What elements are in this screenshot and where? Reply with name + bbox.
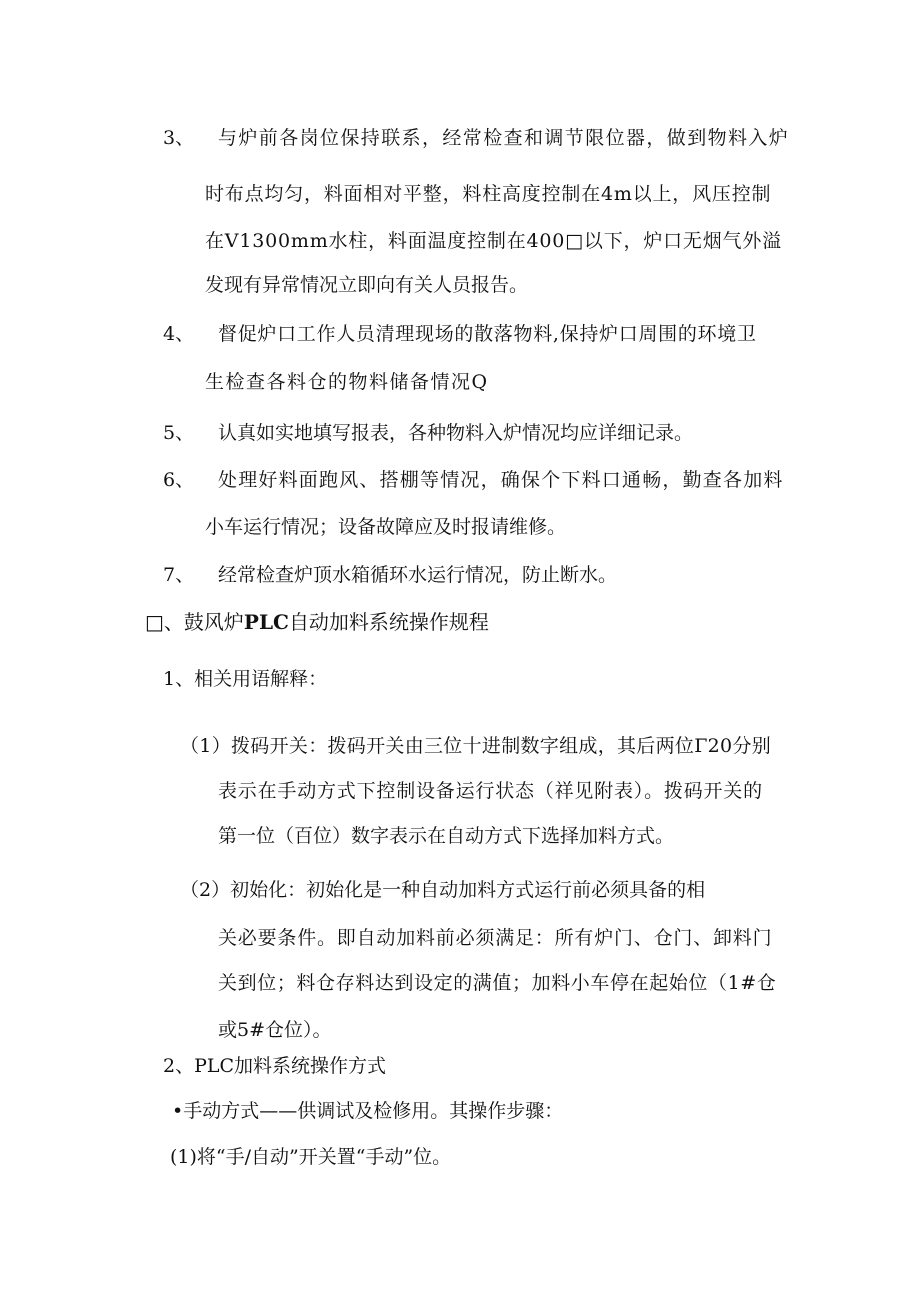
item-text: 与炉前各岗位保持联系，经常检查和调节限位器，做到物料入炉: [218, 127, 790, 149]
subsection-title: 2、PLC加料系统操作方式: [163, 1055, 387, 1077]
subsection-title: 1、相关用语解释：: [163, 668, 328, 690]
section-heading-bold: PLC: [243, 610, 289, 634]
manual-mode-line: •手动方式——供调试及检修用。其操作步骤：: [172, 1100, 564, 1122]
section-heading-prefix: □、鼓风炉: [145, 610, 244, 634]
item-text: 小车运行情况；设备故障应及时报请维修。: [205, 516, 567, 538]
item-text: 发现有异常情况立即向有关人员报告。: [205, 274, 529, 296]
term-definition: 关必要条件。即自动加料前必须满足：所有炉门、仓门、卸料门: [218, 927, 773, 949]
section-heading: [145, 610, 489, 634]
item-text: 督促炉口工作人员清理现场的散落物料,保持炉口周围的环境卫: [218, 323, 757, 345]
section-heading-suffix: 自动加料系统操作规程: [288, 610, 489, 634]
item-text: 经常检查炉顶水箱循环水运行情况，防止断水。: [218, 564, 618, 586]
item-number: 5、: [163, 422, 195, 444]
item-number: 6、: [163, 469, 195, 491]
term-definition: 表示在手动方式下控制设备运行状态（祥见附表）。拨码开关的: [218, 780, 763, 802]
term-definition: 关到位；料仓存料达到设定的满值；加料小车停在起始位（1#仓: [218, 972, 777, 994]
item-text: 在V1300mm水柱，料面温度控制在400□以下，炉口无烟气外溢: [205, 230, 782, 252]
term-definition: （1）拨码开关：拨码开关由三位十进制数字组成，其后两位Γ20分别: [180, 735, 772, 757]
item-text: 时布点均匀，料面相对平整，料柱高度控制在4m以上，风压控制: [205, 183, 772, 205]
term-definition: （2）初始化：初始化是一种自动加料方式运行前必须具备的相: [180, 879, 706, 901]
step-line: (1)将“手/自动”开关置“手动”位。: [170, 1146, 452, 1168]
item-text: 认真如实地填写报表，各种物料入炉情况均应详细记录。: [218, 422, 694, 444]
term-definition: 或5#仓位）。: [218, 1019, 332, 1041]
term-definition: 第一位（百位）数字表示在自动方式下选择加料方式。: [218, 825, 675, 847]
item-text: 生检查各料仓的物料储备情况Q: [205, 371, 489, 393]
item-number: 3、: [163, 127, 195, 149]
item-number: 4、: [163, 323, 195, 345]
item-text: 处理好料面跑风、搭棚等情况，确保个下料口通畅，勤查各加料: [218, 469, 784, 491]
item-number: 7、: [163, 564, 195, 586]
